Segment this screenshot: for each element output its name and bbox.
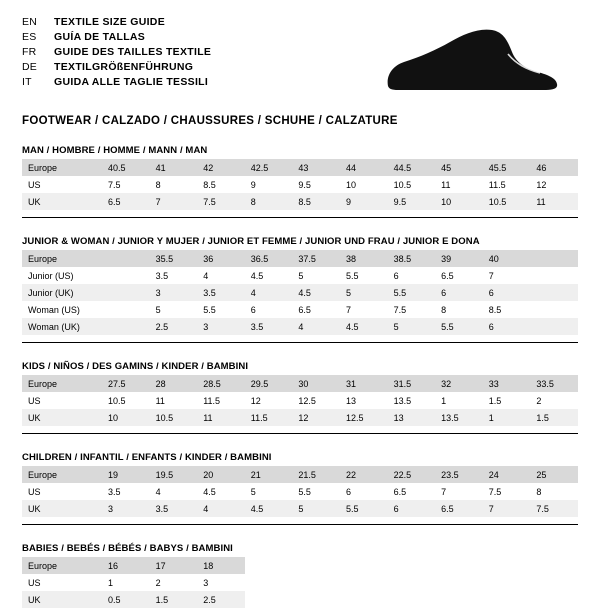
cell	[530, 284, 578, 301]
cell: 7	[150, 193, 198, 210]
cell: 4	[197, 267, 245, 284]
cell: 5	[292, 500, 340, 517]
size-table-kids	[22, 375, 578, 426]
row-label: US	[28, 577, 41, 588]
cell: 36.5	[245, 250, 293, 267]
cell	[102, 301, 150, 318]
cell: 3.5	[197, 284, 245, 301]
language-row	[22, 31, 211, 44]
cell-empty	[340, 557, 388, 574]
cell: 10.5	[102, 392, 150, 409]
cell: 11.5	[245, 409, 293, 426]
cell-empty	[435, 574, 483, 591]
row-label: Europe	[22, 250, 102, 267]
row-label: Europe	[22, 375, 102, 392]
language-title: TEXTILE SIZE GUIDE	[54, 16, 165, 28]
divider	[22, 342, 578, 343]
row-label: Woman (UK)	[22, 318, 102, 335]
cell: 30	[292, 375, 340, 392]
cell: 11	[197, 409, 245, 426]
header	[22, 16, 578, 99]
cell: 4.5	[245, 500, 293, 517]
cell: 4	[292, 318, 340, 335]
cell: 46	[530, 159, 578, 176]
cell: 7.5	[197, 193, 245, 210]
cell: 6	[340, 483, 388, 500]
size-table-junior-woman	[22, 250, 578, 335]
cell: 12.5	[292, 392, 340, 409]
cell: 22.5	[388, 466, 436, 483]
cell: 20	[197, 466, 245, 483]
cell: 36	[197, 250, 245, 267]
cell: 42	[197, 159, 245, 176]
row-label: Woman (US)	[22, 301, 102, 318]
cell: 6	[388, 500, 436, 517]
language-row	[22, 76, 211, 89]
size-table-man	[22, 159, 578, 210]
cell: 11.5	[483, 176, 531, 193]
size-table-babies	[22, 557, 578, 608]
row-label: US	[22, 176, 102, 193]
cell-empty	[388, 557, 436, 574]
cell: 5	[150, 301, 198, 318]
cell: 10	[340, 176, 388, 193]
cell: 1	[435, 392, 483, 409]
cell: 2.5	[197, 591, 245, 608]
table-row	[22, 284, 578, 301]
cell: 10.5	[150, 409, 198, 426]
cell: 17	[150, 557, 198, 574]
language-row	[22, 61, 211, 74]
cell: 4.5	[197, 483, 245, 500]
cell: 25	[530, 466, 578, 483]
cell: 39	[435, 250, 483, 267]
table-row	[22, 267, 578, 284]
row-label: UK	[22, 500, 102, 517]
table-row	[22, 500, 578, 517]
cell: 8.5	[483, 301, 531, 318]
cell: 38.5	[388, 250, 436, 267]
cell: 7	[435, 483, 483, 500]
cell: 18	[197, 557, 245, 574]
cell: 3	[102, 500, 150, 517]
cell: 6.5	[388, 483, 436, 500]
cell: 13.5	[435, 409, 483, 426]
table-row	[22, 250, 578, 267]
cell: 11.5	[197, 392, 245, 409]
table-row	[22, 466, 578, 483]
cell-empty	[292, 574, 340, 591]
cell: 5	[340, 284, 388, 301]
cell: 24	[483, 466, 531, 483]
cell: 33.5	[530, 375, 578, 392]
cell: 11	[530, 193, 578, 210]
cell-empty	[483, 574, 531, 591]
table-label: CHILDREN / INFANTIL / ENFANTS / KINDER / BAMBINI	[22, 452, 272, 463]
row-label: UK	[22, 193, 102, 210]
cell: 45.5	[483, 159, 531, 176]
cell-empty	[483, 557, 531, 574]
cell: 7.5	[102, 176, 150, 193]
cell: 1	[483, 409, 531, 426]
cell: 41	[150, 159, 198, 176]
cell: 12	[292, 409, 340, 426]
cell: 9	[340, 193, 388, 210]
cell: 1.5	[483, 392, 531, 409]
cell: 5.5	[197, 301, 245, 318]
cell: 6.5	[435, 500, 483, 517]
cell: 8	[435, 301, 483, 318]
page-title: FOOTWEAR / CALZADO / CHAUSSURES / SCHUHE / CALZATURE	[22, 115, 398, 127]
cell: 9	[245, 176, 293, 193]
cell: 7.5	[483, 483, 531, 500]
row-label: Junior (UK)	[22, 284, 102, 301]
cell: 6.5	[292, 301, 340, 318]
cell: 6.5	[102, 193, 150, 210]
cell: 19.5	[150, 466, 198, 483]
table-row	[22, 574, 578, 591]
row-label: Europe	[22, 557, 102, 574]
table-row	[22, 193, 578, 210]
cell: 40.5	[102, 159, 150, 176]
cell: 11	[435, 176, 483, 193]
row-label: Europe	[22, 466, 102, 483]
cell-empty	[435, 557, 483, 574]
cell	[102, 318, 150, 335]
cell: 8	[150, 176, 198, 193]
cell: 4.5	[245, 267, 293, 284]
cell: 11	[150, 392, 198, 409]
cell: 38	[340, 250, 388, 267]
table-block-junior-woman	[22, 236, 578, 343]
cell: 10	[435, 193, 483, 210]
cell: 3	[203, 577, 209, 588]
cell: 2	[155, 577, 161, 588]
table-row	[22, 176, 578, 193]
divider	[22, 433, 578, 434]
table-block-children	[22, 452, 578, 525]
cell: 43	[292, 159, 340, 176]
cell: 8	[530, 483, 578, 500]
language-title: GUIDE DES TAILLES TEXTILE	[54, 46, 212, 58]
cell: 12.5	[340, 409, 388, 426]
row-label: UK	[22, 591, 102, 608]
cell: 6	[483, 284, 531, 301]
cell: 21.5	[292, 466, 340, 483]
cell: 4.5	[340, 318, 388, 335]
cell: 8.5	[292, 193, 340, 210]
cell: 7	[483, 267, 531, 284]
cell	[102, 284, 150, 301]
divider	[22, 524, 578, 525]
cell	[530, 301, 578, 318]
table-block-kids	[22, 361, 578, 434]
cell: 4	[245, 284, 293, 301]
cell: 32	[435, 375, 483, 392]
cell: 3	[150, 284, 198, 301]
cell: 31.5	[388, 375, 436, 392]
cell: 4	[150, 483, 198, 500]
cell: 3.5	[102, 483, 150, 500]
cell: 40	[483, 250, 531, 267]
cell: 7	[340, 301, 388, 318]
cell: 42.5	[245, 159, 293, 176]
cell: 7.5	[388, 301, 436, 318]
cell: 2.5	[150, 318, 198, 335]
cell: 10	[102, 409, 150, 426]
cell-empty	[388, 574, 436, 591]
cell: 2	[530, 392, 578, 409]
cell	[530, 318, 578, 335]
cell: 3.5	[150, 500, 198, 517]
cell: 9.5	[292, 176, 340, 193]
table-label: BABIES / BEBÉS / BÉBÉS / BABYS / BAMBINI	[22, 543, 233, 554]
row-label: Europe	[22, 159, 102, 176]
divider	[22, 217, 578, 218]
cell: 0.5	[102, 591, 150, 608]
language-title-list	[22, 16, 211, 89]
language-code: FR	[22, 46, 37, 58]
cell: 31	[340, 375, 388, 392]
cell: 44.5	[388, 159, 436, 176]
cell: 21	[245, 466, 293, 483]
cell: 6	[435, 284, 483, 301]
cell	[530, 267, 578, 284]
cell: 19	[102, 466, 150, 483]
table-row	[22, 392, 578, 409]
language-row	[22, 16, 211, 29]
dress-shoe-icon	[380, 24, 560, 99]
table-label: MAN / HOMBRE / HOMME / MANN / MAN	[22, 145, 208, 156]
cell: 27.5	[102, 375, 150, 392]
cell: 29.5	[245, 375, 293, 392]
table-row	[22, 557, 578, 574]
cell: 9.5	[388, 193, 436, 210]
cell: 6	[388, 267, 436, 284]
cell	[102, 250, 150, 267]
row-label: Junior (US)	[22, 267, 102, 284]
language-title: TEXTILGRÖßENFÜHRUNG	[54, 61, 194, 73]
cell: 10.5	[483, 193, 531, 210]
cell: 5.5	[388, 284, 436, 301]
cell: 28.5	[197, 375, 245, 392]
table-row	[22, 375, 578, 392]
cell: 33	[483, 375, 531, 392]
cell-empty	[530, 557, 578, 574]
row-label: US	[22, 392, 102, 409]
cell: 1.5	[530, 409, 578, 426]
language-row	[22, 46, 211, 59]
table-label: KIDS / NIÑOS / DES GAMINS / KINDER / BAMBINI	[22, 361, 249, 372]
cell: 28	[150, 375, 198, 392]
cell: 7.5	[530, 500, 578, 517]
cell-empty	[292, 557, 340, 574]
cell: 44	[340, 159, 388, 176]
cell: 8	[245, 193, 293, 210]
row-label: US	[22, 483, 102, 500]
cell: 10.5	[388, 176, 436, 193]
language-code: DE	[22, 61, 37, 73]
cell-empty	[245, 574, 293, 591]
cell: 8.5	[197, 176, 245, 193]
cell: 12	[530, 176, 578, 193]
cell: 12	[245, 392, 293, 409]
cell: 3	[197, 318, 245, 335]
cell: 6	[245, 301, 293, 318]
cell: 5.5	[340, 267, 388, 284]
language-title: GUÍA DE TALLAS	[54, 31, 146, 43]
size-table-children	[22, 466, 578, 517]
cell: 5	[245, 483, 293, 500]
language-code: IT	[22, 76, 32, 88]
cell: 5	[388, 318, 436, 335]
cell: 35.5	[150, 250, 198, 267]
table-block-babies	[22, 543, 578, 608]
cell: 4	[197, 500, 245, 517]
table-row	[22, 318, 578, 335]
cell: 5.5	[435, 318, 483, 335]
cell: 22	[340, 466, 388, 483]
table-label: JUNIOR & WOMAN / JUNIOR Y MUJER / JUNIOR ET FEMME / JUNIOR UND FRAU / JUNIOR E DONA	[22, 236, 480, 247]
cell: 6	[483, 318, 531, 335]
cell: 1.5	[150, 591, 198, 608]
cell: 13	[340, 392, 388, 409]
cell: 7	[483, 500, 531, 517]
cell: 13	[388, 409, 436, 426]
table-row	[22, 483, 578, 500]
table-row	[22, 159, 578, 176]
cell: 13.5	[388, 392, 436, 409]
cell: 5.5	[292, 483, 340, 500]
cell-empty	[245, 557, 293, 574]
cell-empty	[340, 574, 388, 591]
cell	[102, 267, 150, 284]
cell: 37.5	[292, 250, 340, 267]
cell: 16	[102, 557, 150, 574]
cell: 3.5	[245, 318, 293, 335]
table-row	[22, 301, 578, 318]
cell: 23.5	[435, 466, 483, 483]
language-title: GUIDA ALLE TAGLIE TESSILI	[54, 76, 209, 88]
cell: 45	[435, 159, 483, 176]
cell: 4.5	[292, 284, 340, 301]
cell: 6.5	[435, 267, 483, 284]
language-code: EN	[22, 16, 37, 28]
cell: 5.5	[340, 500, 388, 517]
cell: 5	[292, 267, 340, 284]
cell-empty	[530, 574, 578, 591]
row-label: UK	[22, 409, 102, 426]
table-row	[22, 409, 578, 426]
language-code: ES	[22, 31, 37, 43]
cell	[530, 250, 578, 267]
cell: 3.5	[150, 267, 198, 284]
table-block-man	[22, 145, 578, 218]
cell: 1	[108, 577, 114, 588]
